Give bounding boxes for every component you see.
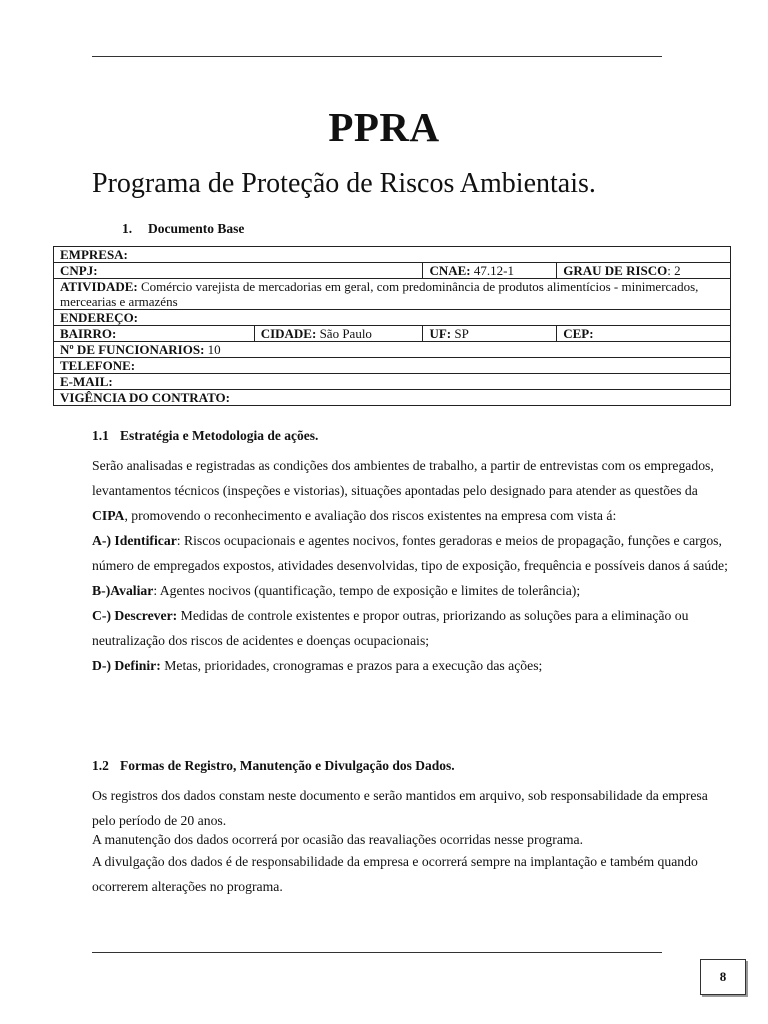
funcionarios-value: 10 — [207, 342, 221, 357]
intro-cipa: CIPA — [92, 508, 125, 523]
page-subtitle: Programa de Proteção de Riscos Ambientais. — [92, 168, 596, 199]
page-number: 8 — [700, 959, 746, 995]
item-text: : Riscos ocupacionais e agentes nocivos, fontes geradoras e meios de propagação, funções e cargos, número de empregados expostos, atividades desenvolvidas, tipo de exposição, frequência e possíveis danos á saúde; — [92, 533, 728, 573]
email-label: E-MAIL: — [60, 374, 113, 389]
row-cnpj — [54, 263, 731, 279]
section-number: 1.1 — [92, 428, 109, 443]
row-funcionarios — [54, 342, 731, 358]
item-label: C-) Descrever: — [92, 608, 178, 623]
endereco-label: ENDEREÇO: — [60, 310, 139, 325]
item-text: Metas, prioridades, cronogramas e prazos para a execução das ações; — [160, 658, 543, 673]
vigencia-label: VIGÊNCIA DO CONTRATO: — [60, 390, 230, 405]
page-title: PPRA — [328, 104, 440, 150]
cep-label: CEP: — [563, 326, 594, 341]
section-heading-estrategia — [92, 428, 318, 444]
cidade-value: São Paulo — [319, 326, 372, 341]
footer-rule — [92, 952, 662, 953]
list-item — [92, 578, 732, 603]
row-email — [54, 374, 731, 390]
funcionarios-label: Nº DE FUNCIONARIOS: — [60, 342, 205, 357]
section-body-formas-registro — [92, 783, 732, 899]
row-vigencia — [54, 390, 731, 406]
item-label: A-) Identificar — [92, 533, 177, 548]
section-label: Documento Base — [148, 221, 245, 236]
intro-paragraph — [92, 453, 732, 528]
empresa-label: EMPRESA: — [60, 247, 128, 262]
intro-text: Serão analisadas e registradas as condições dos ambientes de trabalho, a partir de entrevistas com os empregados, levantamentos técnicos (inspeções e vistorias), situações apontadas pelo designado para atender as questões da — [92, 458, 714, 498]
body-line: A manutenção dos dados ocorrerá por ocasião das reavaliações ocorridas nesse programa. — [92, 832, 584, 847]
body-line: Os registros dos dados constam neste documento e serão mantidos em arquivo, sob responsabilidade da empresa pelo período de 20 anos. — [92, 788, 708, 828]
section-number: 1.2 — [92, 758, 109, 773]
item-text: Medidas de controle existentes e propor outras, priorizando as soluções para a eliminação ou neutralização dos riscos de acidentes e doenças ocupacionais; — [92, 608, 689, 648]
item-label: B-)Avaliar — [92, 583, 154, 598]
header-rule — [92, 56, 662, 57]
grau-risco-value: : 2 — [667, 263, 681, 278]
section-title: Estratégia e Metodologia de ações. — [120, 428, 319, 443]
item-label: D-) Definir: — [92, 658, 161, 673]
cnpj-label: CNPJ: — [60, 263, 98, 278]
list-item — [92, 653, 732, 678]
company-data-table — [53, 246, 731, 406]
list-item — [92, 528, 732, 578]
row-telefone — [54, 358, 731, 374]
section-body-estrategia — [92, 453, 732, 678]
cidade-label: CIDADE: — [260, 326, 317, 341]
cnae-label: CNAE: — [429, 263, 471, 278]
section-number: 1. — [122, 221, 133, 236]
atividade-label: ATIVIDADE: — [60, 279, 138, 294]
section-heading-documento-base — [122, 221, 244, 237]
row-atividade — [54, 279, 731, 310]
intro-text-end: , promovendo o reconhecimento e avaliação dos riscos existentes na empresa com vista á: — [124, 508, 617, 523]
uf-label: UF: — [429, 326, 452, 341]
cnae-value: 47.12-1 — [473, 263, 514, 278]
telefone-label: TELEFONE: — [60, 358, 136, 373]
row-bairro — [54, 326, 731, 342]
body-line: A divulgação dos dados é de responsabilidade da empresa e ocorrerá sempre na implantação e também quando ocorrerem alterações no programa. — [92, 854, 698, 894]
atividade-value: Comércio varejista de mercadorias em geral, com predominância de produtos alimentícios - minimercados, mercearias e armazéns — [60, 279, 699, 309]
row-endereco — [54, 310, 731, 326]
bairro-label: BAIRRO: — [60, 326, 117, 341]
grau-risco-label: GRAU DE RISCO — [563, 263, 668, 278]
section-title: Formas de Registro, Manutenção e Divulgação dos Dados. — [120, 758, 455, 773]
row-empresa — [54, 247, 731, 263]
list-item — [92, 603, 732, 653]
uf-value: SP — [454, 326, 469, 341]
section-heading-formas-registro — [92, 758, 455, 774]
item-text: : Agentes nocivos (quantificação, tempo de exposição e limites de tolerância); — [153, 583, 581, 598]
